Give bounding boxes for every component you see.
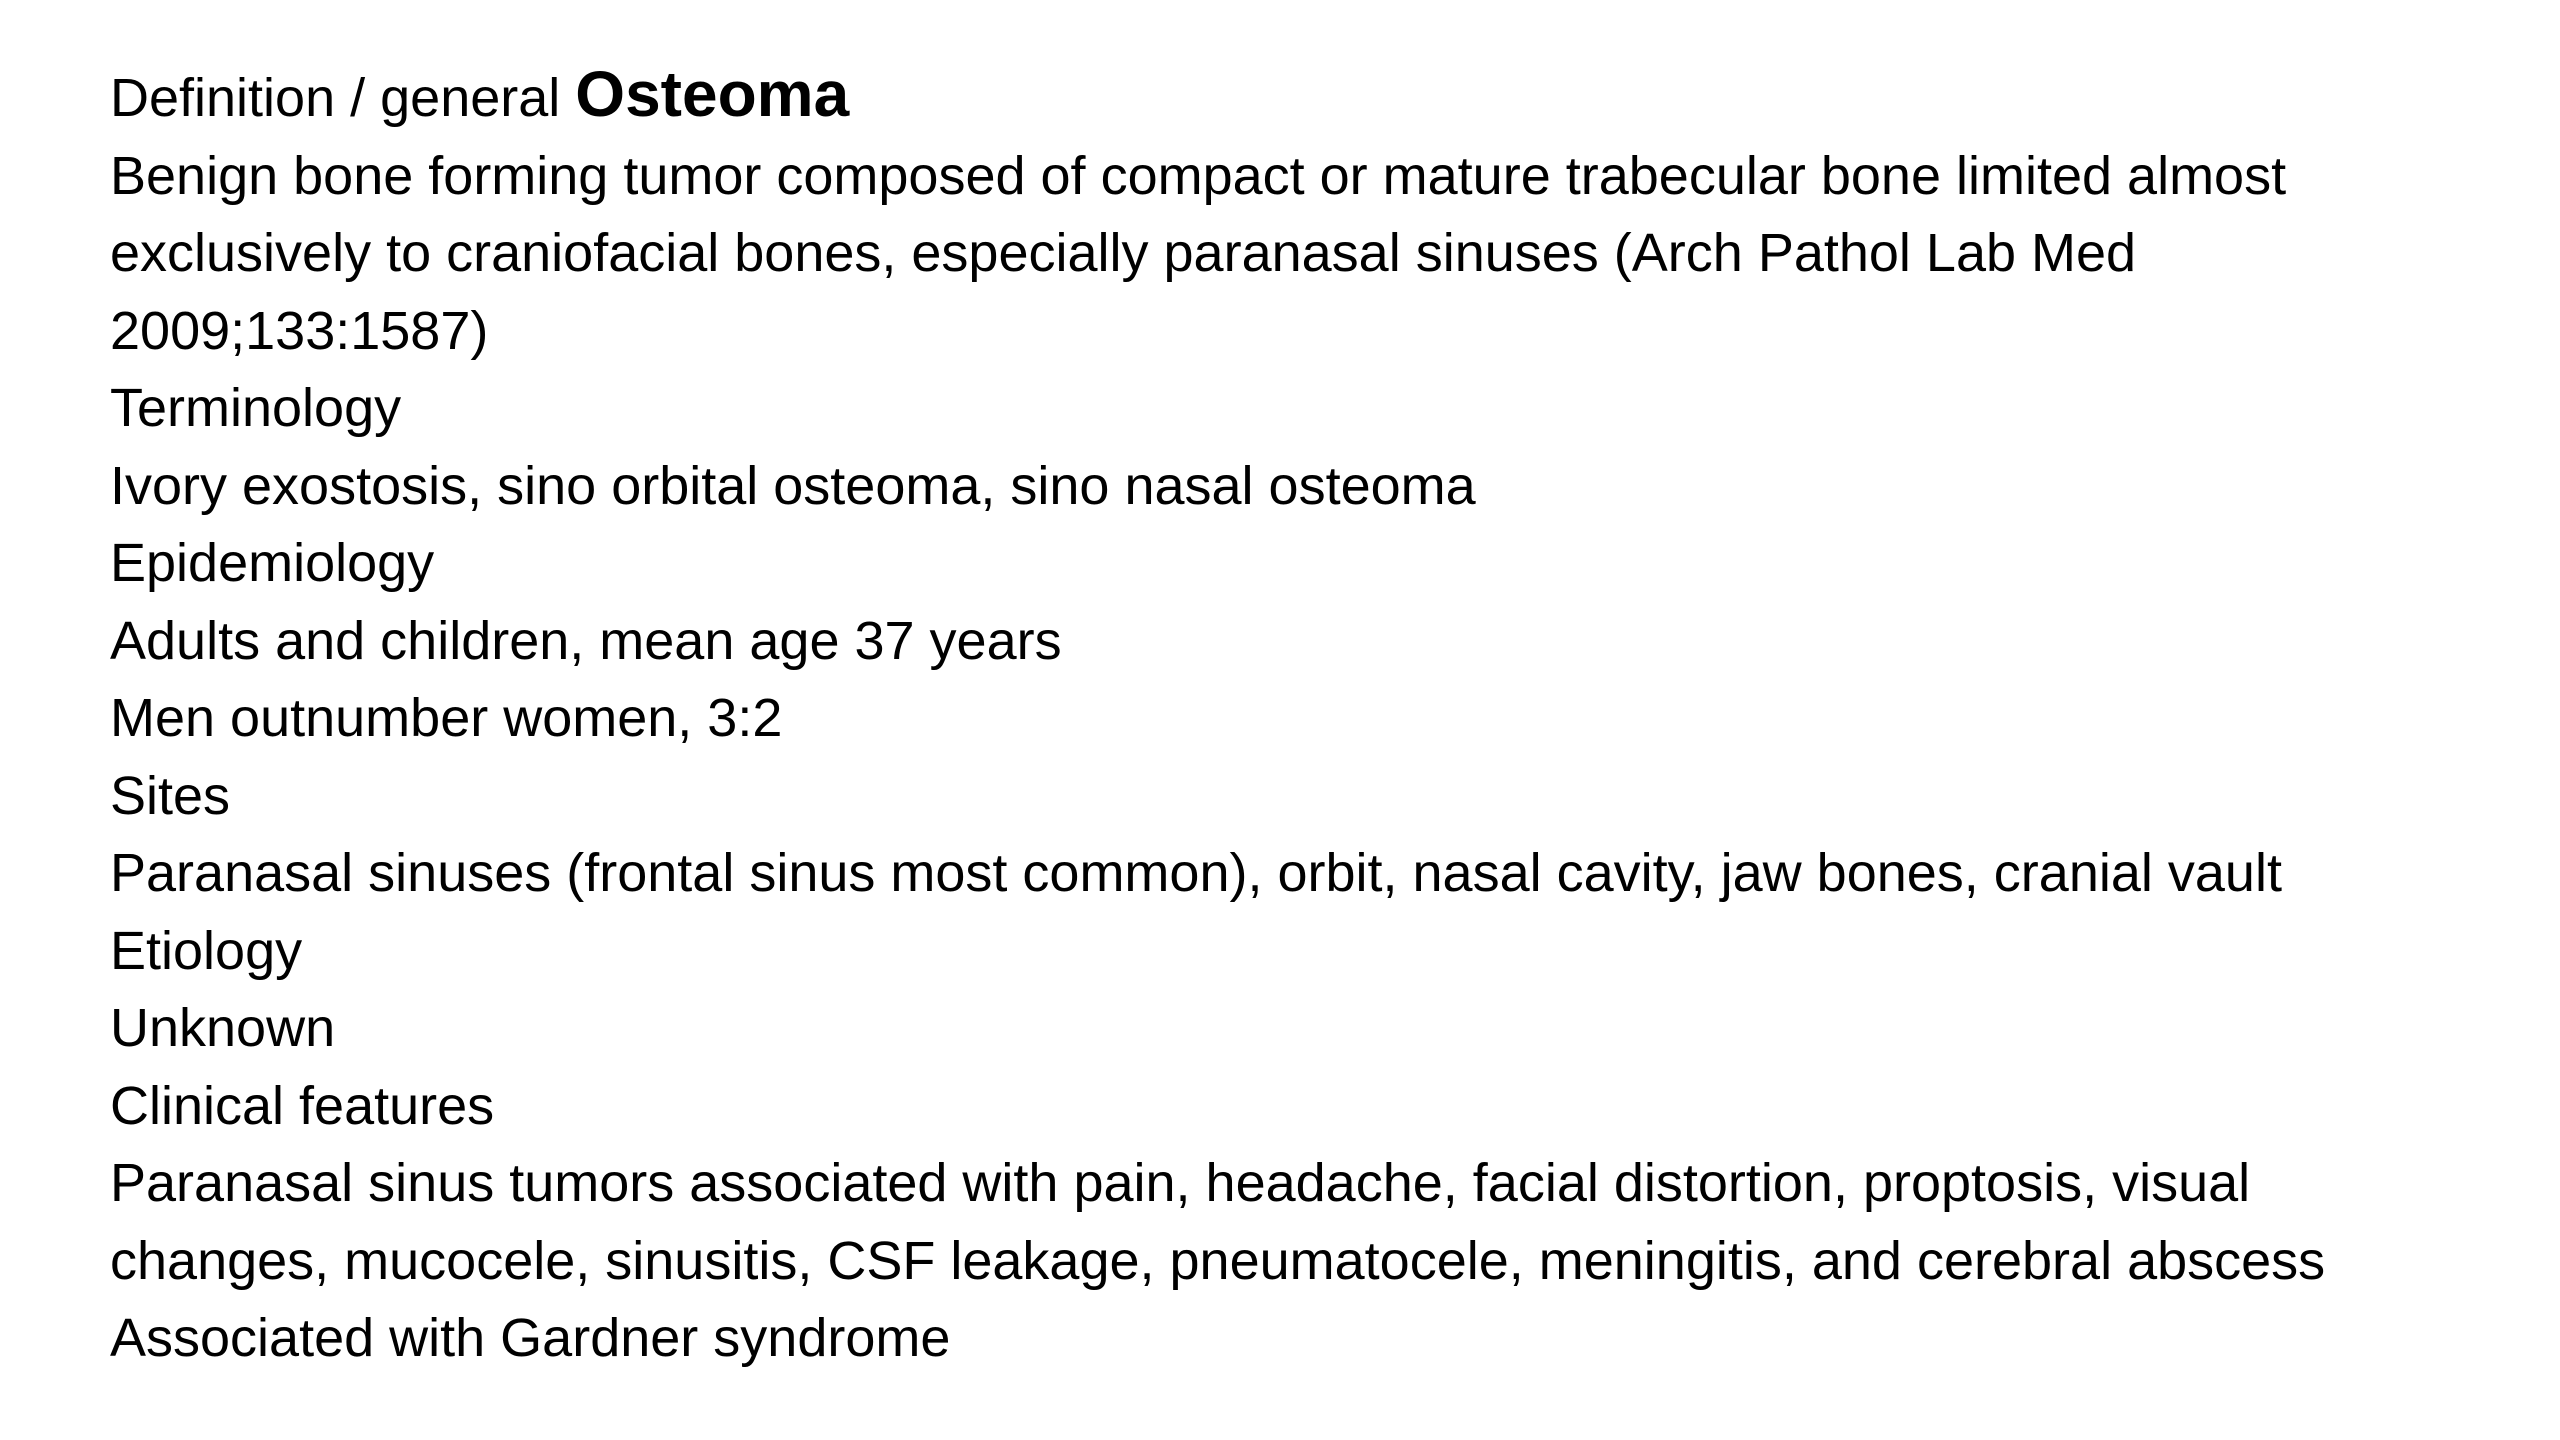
page-title: Osteoma	[575, 58, 850, 130]
section-sites: Sites	[110, 765, 231, 826]
etiology-text: Unknown	[110, 998, 336, 1058]
epidemiology-line-2: Men outnumber women, 3:2	[110, 688, 783, 748]
section-terminology: Terminology	[110, 378, 402, 438]
definition-line-2: exclusively to craniofacial bones, especially paranasal sinuses (Arch Pathol Lab Med	[110, 223, 2137, 283]
section-clinical-features: Clinical features	[110, 1075, 495, 1136]
sites-text: Paranasal sinuses (frontal sinus most common), orbit, nasal cavity, jaw bones, cranial vault	[110, 843, 2282, 903]
section-epidemiology: Epidemiology	[110, 533, 435, 593]
terminology-text: Ivory exostosis, sino orbital osteoma, sino nasal osteoma	[110, 455, 1476, 516]
clinical-line-1: Paranasal sinus tumors associated with pain, headache, facial distortion, proptosis, visual	[110, 1153, 2251, 1213]
section-etiology: Etiology	[110, 920, 303, 981]
slide-content	[110, 56, 2530, 1378]
clinical-line-2: changes, mucocele, sinusitis, CSF leakage, pneumatocele, meningitis, and cerebral abscess	[110, 1230, 2326, 1291]
heading-line	[110, 56, 2530, 138]
definition-line-1: Benign bone forming tumor composed of compact or mature trabecular bone limited almost	[110, 145, 2287, 206]
definition-line-3: 2009;133:1587)	[110, 300, 489, 361]
heading-prefix: Definition / general	[110, 68, 561, 128]
clinical-line-3: Associated with Gardner syndrome	[110, 1308, 951, 1368]
epidemiology-line-1: Adults and children, mean age 37 years	[110, 610, 1062, 671]
